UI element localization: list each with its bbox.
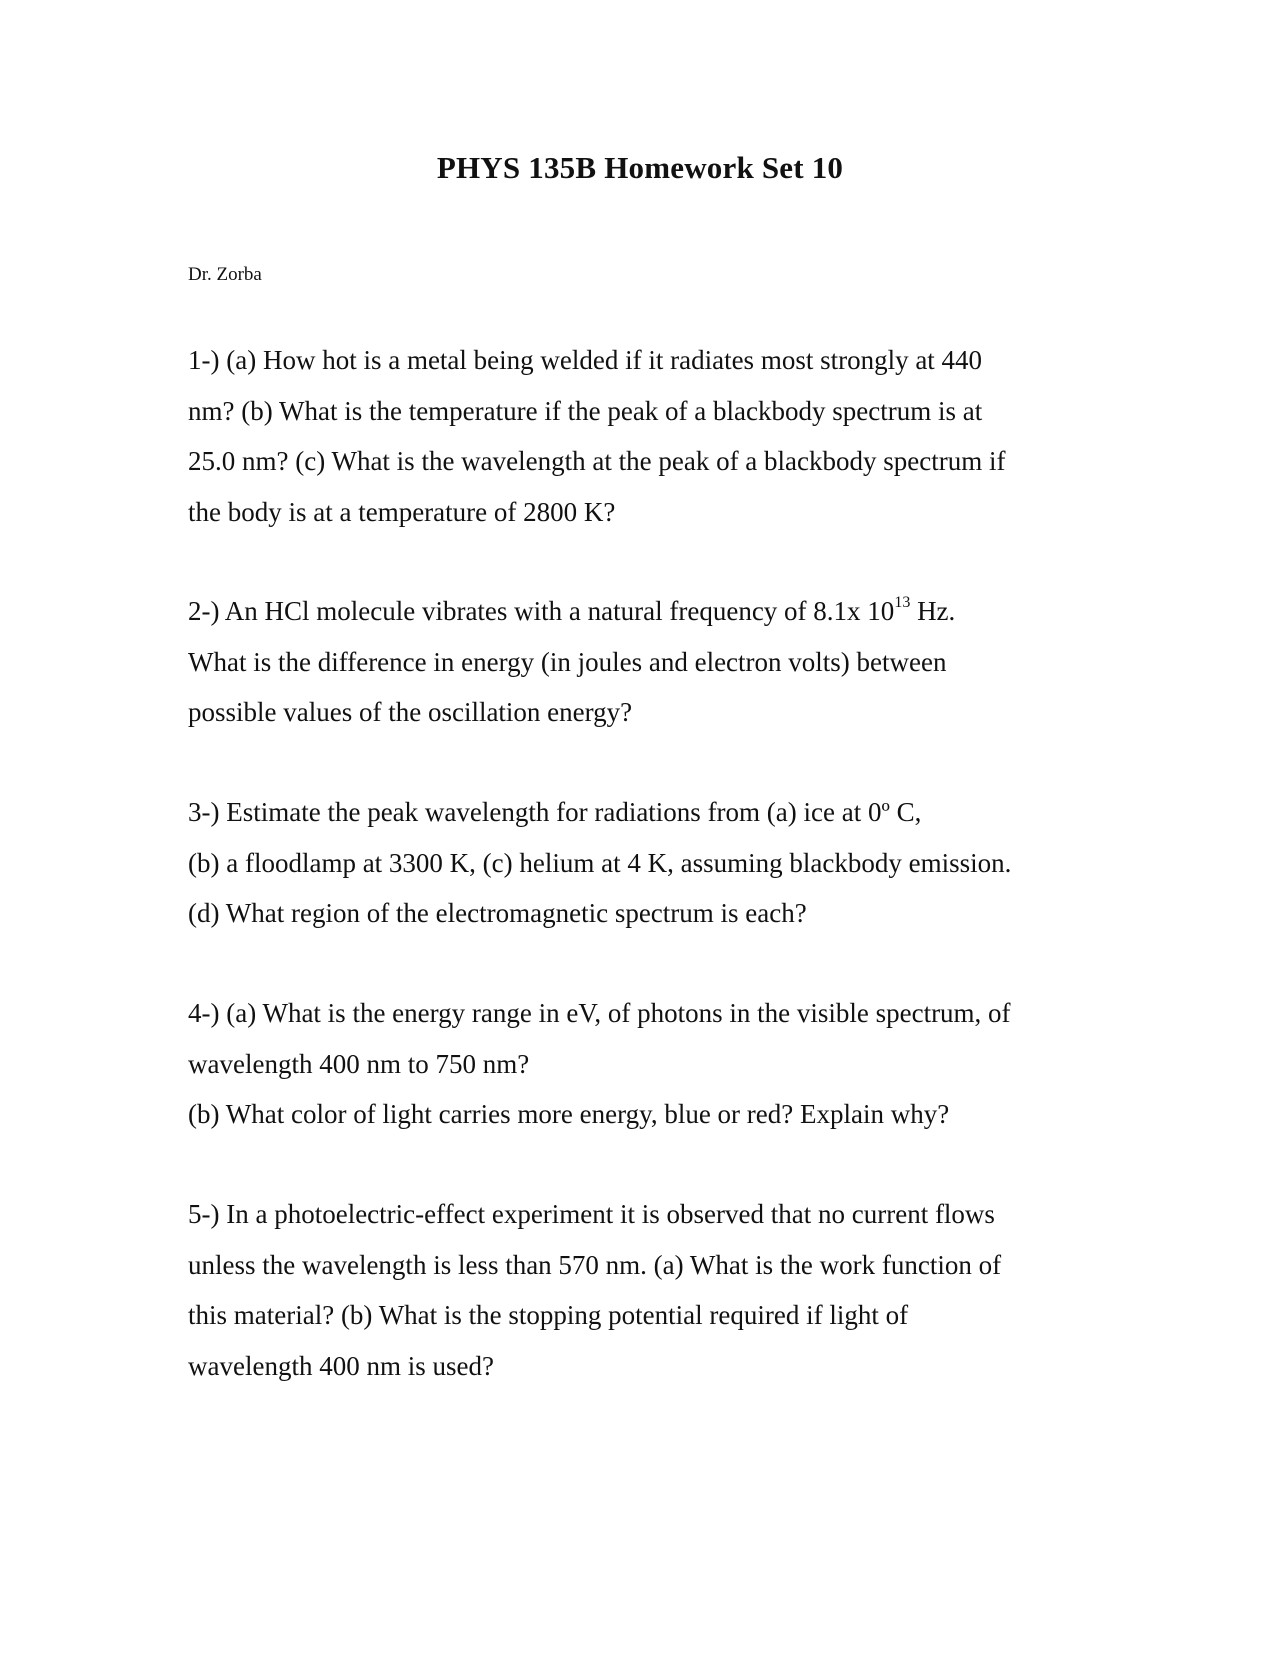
problem-5-line-1: 5-) In a photoelectric-effect experiment it is observed that no current flows	[188, 1199, 995, 1229]
problem-3-line-1: 3-) Estimate the peak wavelength for radiations from (a) ice at 0º C,	[188, 797, 922, 827]
problem-5	[188, 1189, 1088, 1391]
problem-4-line-2: wavelength 400 nm to 750 nm?	[188, 1048, 530, 1079]
problem-2-text-before-exponent: 2-) An HCl molecule vibrates with a natural frequency of 8.1x 10	[188, 596, 895, 626]
problem-5-line-4: wavelength 400 nm is used?	[188, 1350, 494, 1381]
problem-2-text-after-exponent: Hz.	[910, 596, 956, 626]
problem-1-line-1: 1-) (a) How hot is a metal being welded if it radiates most strongly at 440	[188, 345, 983, 375]
problem-1-line-4: the body is at a temperature of 2800 K?	[188, 496, 616, 527]
problem-2-exponent: 13	[894, 594, 911, 611]
problem-3	[188, 787, 1088, 939]
problem-1-line-3: 25.0 nm? (c) What is the wavelength at the peak of a blackbody spectrum if	[188, 446, 1006, 476]
problem-4	[188, 988, 1088, 1140]
problem-2	[188, 586, 1088, 738]
problem-2-line-2: What is the difference in energy (in joules and electron volts) between	[188, 646, 947, 677]
problem-1	[188, 335, 1088, 537]
problem-2-line-3: possible values of the oscillation energy?	[188, 697, 633, 727]
author-name: Dr. Zorba	[188, 264, 262, 285]
problem-3-line-3: (d) What region of the electromagnetic spectrum is each?	[188, 898, 807, 928]
problem-2-line-1	[188, 586, 1088, 637]
page-title: PHYS 135B Homework Set 10	[436, 150, 844, 185]
problem-4-line-3: (b) What color of light carries more energy, blue or red? Explain why?	[188, 1099, 950, 1129]
problem-3-line-2: (b) a floodlamp at 3300 K, (c) helium at 4 K, assuming blackbody emission.	[188, 847, 1012, 878]
problem-5-line-2: unless the wavelength is less than 570 nm. (a) What is the work function of	[188, 1249, 1002, 1280]
problem-1-line-2: nm? (b) What is the temperature if the peak of a blackbody spectrum is at	[188, 395, 983, 426]
problem-5-line-3: this material? (b) What is the stopping potential required if light of	[188, 1300, 909, 1330]
problem-4-line-1: 4-) (a) What is the energy range in eV, of photons in the visible spectrum, of	[188, 998, 1011, 1028]
